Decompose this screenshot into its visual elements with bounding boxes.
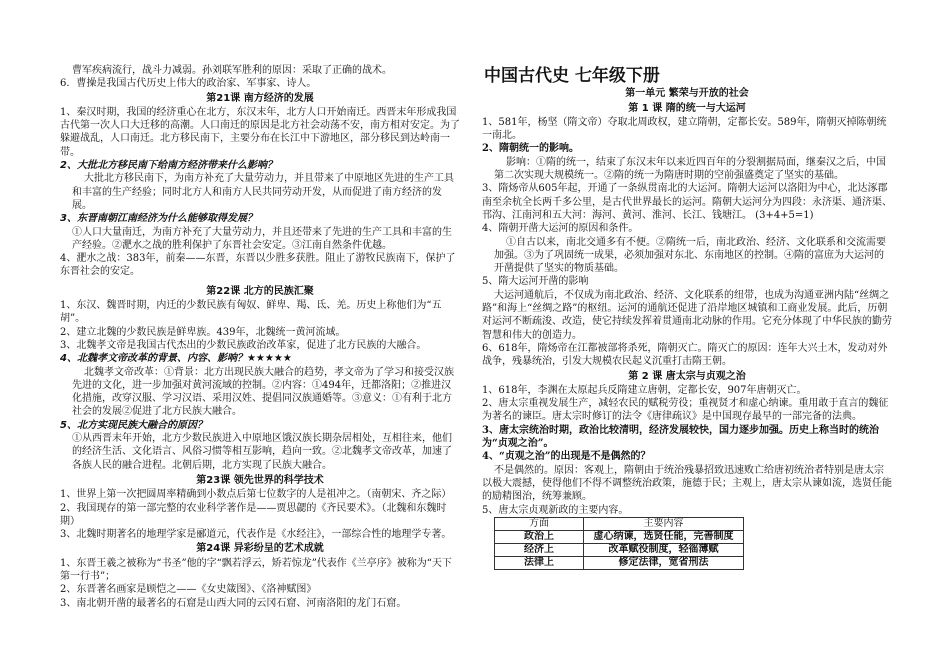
paragraph: 5、隋大运河开凿的影响 <box>482 276 589 288</box>
paragraph: 4、淝水之战：383年，前秦——东晋，东晋以少胜多获胜。阻止了游牧民族南下，保护了东晋社会的安定。 <box>60 253 456 278</box>
answer: ①从西晋末年开始，北方少数民族进入中原地区饿汉族长期杂居相处，互相往来，他们的经济生活、文化语言、风俗习惯等相互影响，趋向一致。②北魏孝文帝改革，加速了各族人民的融合进程。北朝后期，北方实现了民族大融合。 <box>72 433 452 471</box>
paragraph: 3、北魏时期著名的地理学家是郦道元，代表作是《水经注》，一部综合性的地理学专著。 <box>60 529 452 541</box>
paragraph: 1、世界上第一次把圆周率精确到小数点后第七位数字的人是祖冲之。（南朝宋、齐之际） <box>60 489 452 501</box>
lesson-22-heading: 第22课 北方的民族汇聚 <box>206 285 314 297</box>
paragraph: 3、南北朝开凿的最著名的石窟是山西大同的云冈石窟、河南洛阳的龙门石窟。 <box>60 597 407 609</box>
answer: ①自古以来，南北交通多有不便。②隋统一后，南北政治、经济、文化联系和交流需要加强。③为了巩固统一成果，必须加强对东北、东南地区的控制。④隋的富庶为大运河的开凿提供了坚实的物质基础。 <box>494 236 886 275</box>
paragraph: 1、秦汉时期，我国的经济重心在北方，东汉末年，北方人口开始南迁。西晋末年形成我国古代第一次人口大迁移的高潮。人口南迁的原因是北方社会动荡不安，南方相对安定。为了躲避战乱，人口南迁。北方移民南下，主要分布在长江中下游地区，部分移民到达岭南一带。 <box>60 106 460 158</box>
lesson-1-heading: 第 1 课 隋的统一与大运河 <box>628 102 746 114</box>
table-cell: 虚心纳谏，选贤任能，完善制度 <box>584 530 744 543</box>
lesson-23-heading: 第23课 领先世界的科学技术 <box>196 474 324 486</box>
table-row <box>495 543 744 556</box>
text-line: 曹军疾病流行，战斗力减弱。孙刘联军胜利的原因：采取了正确的战术。 <box>72 65 392 76</box>
answer: ①人口大量南迁，为南方补充了大量劳动力，并且还带来了先进的生产工具和丰富的生产经验。②淝水之战的胜利保护了东晋社会安定。③江南自然条件优越。 <box>72 226 452 251</box>
lesson-24-heading: 第24课 异彩纷呈的艺术成就 <box>196 543 324 555</box>
answer: 大批北方移民南下，为南方补充了大量劳动力，并且带来了中原地区先进的生产工具和丰富的生产经验；同时北方人和南方人民共同劳动开发，从而促进了南方经济的发展。 <box>72 173 454 211</box>
page-title: 中国古代史 七年级下册 <box>484 66 660 86</box>
paragraph: 2、建立北魏的少数民族是鲜卑族。439年，北魏统一黄河流域。 <box>60 326 346 338</box>
table-cell: 改革赋役制度，轻徭薄赋 <box>584 543 744 556</box>
answer: 不是偶然的。原因：客观上，隋朝由于统治残暴招致迅速败亡给唐初统治者特别是唐太宗以极大震撼，使得他们不得不调整统治政策，施德于民；主观上，唐太宗从谏如流，选贤任能的励精图治，统筹兼顾。 <box>482 464 892 503</box>
lesson-21-heading: 第21课 南方经济的发展 <box>206 92 314 104</box>
table-header-row <box>495 517 744 530</box>
paragraph: 6、618年，隋炀帝在江都被部将杀死，隋朝灭亡。隋灭亡的原因：连年大兴土木，发动对外战争，残暴统治，引发大规模农民起义沉重打击隋王朝。 <box>482 342 888 368</box>
question: 4、“贞观之治”的出现是不是偶然的？ <box>482 451 651 463</box>
paragraph: 1、581年，杨坚（隋文帝）夺取北周政权，建立隋朝，定都长安。589年，隋朝灭掉陈朝统一南北。 <box>482 116 887 142</box>
left-column <box>60 64 460 610</box>
paragraph: 1、东晋王羲之被称为“书圣”他的字“飘若浮云，矫若惊龙”代表作《兰亭序》被称为“天下第一行书”； <box>60 557 452 582</box>
paragraph: 1、618年，李渊在太原起兵反隋建立唐朝，定都长安，907年唐朝灭亡。 <box>482 384 807 396</box>
table-header-cell: 方面 <box>495 517 584 530</box>
answer: 影响：①隋的统一，结束了东汉末年以来近四百年的分裂割据局面，继秦汉之后，中国第二次实现大规模统一。②隋的统一为隋唐时期的空前强盛奠定了坚实的基础。 <box>494 156 886 182</box>
question: 2、隋朝统一的影响。 <box>482 143 579 155</box>
paragraph: 3、北魏孝文帝是我国古代杰出的少数民族政治改革家，促进了北方民族的大融合。 <box>60 339 427 351</box>
table-header-cell: 主要内容 <box>584 517 744 530</box>
lesson-2-heading: 第 2 课 唐太宗与贞观之治 <box>628 370 746 382</box>
question: 2、大批北方移民南下给南方经济带来什么影响？ <box>60 160 277 172</box>
question: 4、北魏孝文帝改革的背景、内容、影响？★★★★★ <box>60 353 292 365</box>
table-row <box>495 530 744 543</box>
table-cell: 政治上 <box>495 530 584 543</box>
table-cell: 法律上 <box>495 556 584 569</box>
paragraph: 3、唐太宗统治时期，政治比较清明，经济发展较快，国力逐步加强。历史上称当时的统治为“贞观之治”。 <box>482 424 879 450</box>
answer: 北魏孝文帝改革：①背景：北方出现民族大融合的趋势，孝文帝为了学习和接受汉族先进的文化，进一步加强对黄河流域的控制。②内容：①494年，迁都洛阳；②推进汉化措施，改穿汉服、学习汉语、采用汉姓、提倡同汉族通婚等。③意义：①有利于北方社会的发展②促进了北方民族大融合。 <box>72 366 454 418</box>
paragraph: 3、隋炀帝从605年起，开通了一条纵贯南北的大运河。隋朝大运河以洛阳为中心，北达涿郡南至余杭全长两千多公里，是古代世界最长的运河。隋朝大运河分为四段：永济渠、通济渠、邗沟、江南河和五大河：海河、黄河、淮河、长江、钱塘江。 (3+4+5=1) <box>482 183 892 221</box>
paragraph: 2、唐太宗重视发展生产，减轻农民的赋税劳役；重视贤才和虚心纳谏。重用敢于直言的魏征为著名的谏臣。唐太宗时修订的法令《唐律疏议》是中国现存最早的一部完备的法典。 <box>482 398 889 423</box>
unit-heading: 第一单元 繁荣与开放的社会 <box>625 88 749 100</box>
paragraph: 2、我国现存的第一部完整的农业科学著作是——贾思勰的《齐民要术》。（北魏和东魏时期） <box>60 502 447 527</box>
table-cell: 修定法律，宽省刑法 <box>584 556 744 569</box>
paragraph: 5、唐太宗贞观新政的主要内容。 <box>482 504 629 516</box>
paragraph: 2、东晋著名画家是顾恺之——《女史箴图》、《洛神赋图》 <box>60 584 317 596</box>
right-column <box>482 66 892 570</box>
paragraph: 1、东汉、魏晋时期，内迁的少数民族有匈奴、鲜卑、羯、氐、羌。历史上称他们为“五胡”。 <box>60 300 442 325</box>
question: 5、北方实现民族大融合的原因？ <box>60 419 207 431</box>
answer: 大运河通航后，不仅成为南北政治、经济、文化联系的纽带，也成为沟通亚洲内陆“丝绸之路”和海上“丝绸之路”的枢纽。运河的通航还促进了沿岸地区城镇和工商业发展。此后，历朝对运河不断疏浚、改造，使它持续发挥着贯通南北动脉的作用。它充分体现了中华民族的勤劳智慧和伟大的创造力。 <box>482 289 892 341</box>
question: 3、东晋南朝江南经济为什么能够取得发展？ <box>60 213 257 225</box>
table-row <box>495 556 744 569</box>
paragraph: 4、隋朝开凿大运河的原因和条件。 <box>482 223 639 235</box>
table-cell: 经济上 <box>495 543 584 556</box>
text-line: 6．曹操是我国古代历史上伟大的政治家、军事家、诗人。 <box>60 78 317 90</box>
reform-table <box>494 517 744 570</box>
